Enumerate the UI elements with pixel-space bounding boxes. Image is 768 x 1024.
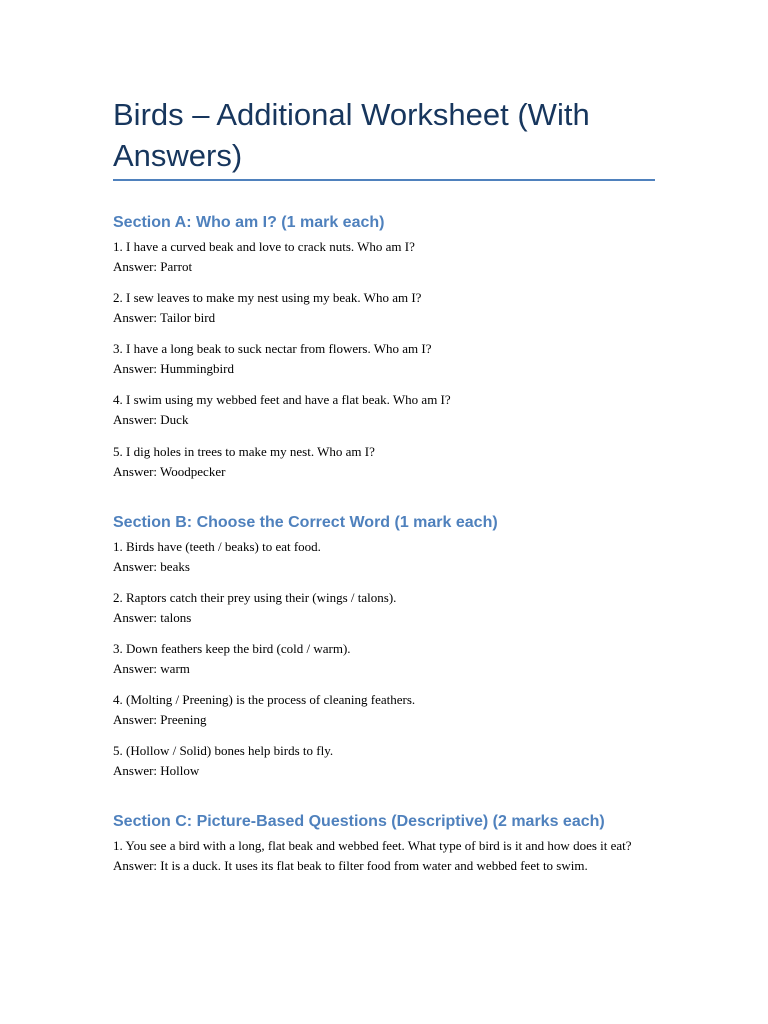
title-divider	[113, 179, 655, 181]
section-a-item-1	[113, 237, 658, 276]
answer-text: Answer: talons	[113, 609, 192, 625]
section-a-heading: Section A: Who am I? (1 mark each)	[113, 214, 385, 231]
section-a-item-3	[113, 339, 658, 378]
answer-text: Answer: Hollow	[113, 762, 200, 778]
answer-text: Answer: Woodpecker	[113, 463, 226, 479]
question-text: 1. I have a curved beak and love to crack nuts. Who am I?	[113, 239, 415, 254]
question-text: 5. I dig holes in trees to make my nest. Who am I?	[113, 444, 375, 459]
section-b-item-2	[113, 588, 658, 627]
section-b-item-3	[113, 639, 658, 678]
section-c-item-1	[113, 836, 658, 875]
answer-text: Answer: It is a duck. It uses its flat beak to filter food from water and webbed feet to swim.	[113, 857, 588, 873]
question-text: 4. I swim using my webbed feet and have a flat beak. Who am I?	[113, 392, 451, 407]
section-b-item-4	[113, 690, 658, 729]
question-text: 3. Down feathers keep the bird (cold / warm).	[113, 641, 351, 656]
answer-text: Answer: warm	[113, 660, 190, 676]
question-text: 1. You see a bird with a long, flat beak and webbed feet. What type of bird is it and how does it eat?	[113, 838, 632, 853]
section-b-item-5	[113, 741, 658, 780]
question-text: 2. I sew leaves to make my nest using my beak. Who am I?	[113, 290, 422, 305]
page-title: Birds – Additional Worksheet (With Answers)	[113, 97, 590, 173]
question-text: 2. Raptors catch their prey using their (wings / talons).	[113, 590, 397, 605]
answer-text: Answer: beaks	[113, 558, 190, 574]
question-text: 4. (Molting / Preening) is the process of cleaning feathers.	[113, 692, 416, 707]
question-text: 1. Birds have (teeth / beaks) to eat food.	[113, 539, 321, 554]
question-text: 3. I have a long beak to suck nectar from flowers. Who am I?	[113, 341, 432, 356]
section-b-heading: Section B: Choose the Correct Word (1 mark each)	[113, 514, 498, 531]
answer-text: Answer: Tailor bird	[113, 309, 216, 325]
answer-text: Answer: Parrot	[113, 258, 193, 274]
answer-text: Answer: Hummingbird	[113, 360, 234, 376]
section-a-item-4	[113, 390, 658, 429]
section-b-item-1	[113, 537, 658, 576]
question-text: 5. (Hollow / Solid) bones help birds to fly.	[113, 743, 334, 758]
answer-text: Answer: Preening	[113, 711, 207, 727]
section-a-item-2	[113, 288, 658, 327]
section-a-item-5	[113, 442, 658, 481]
answer-text: Answer: Duck	[113, 411, 189, 427]
section-c-heading: Section C: Picture-Based Questions (Descriptive) (2 marks each)	[113, 813, 605, 830]
